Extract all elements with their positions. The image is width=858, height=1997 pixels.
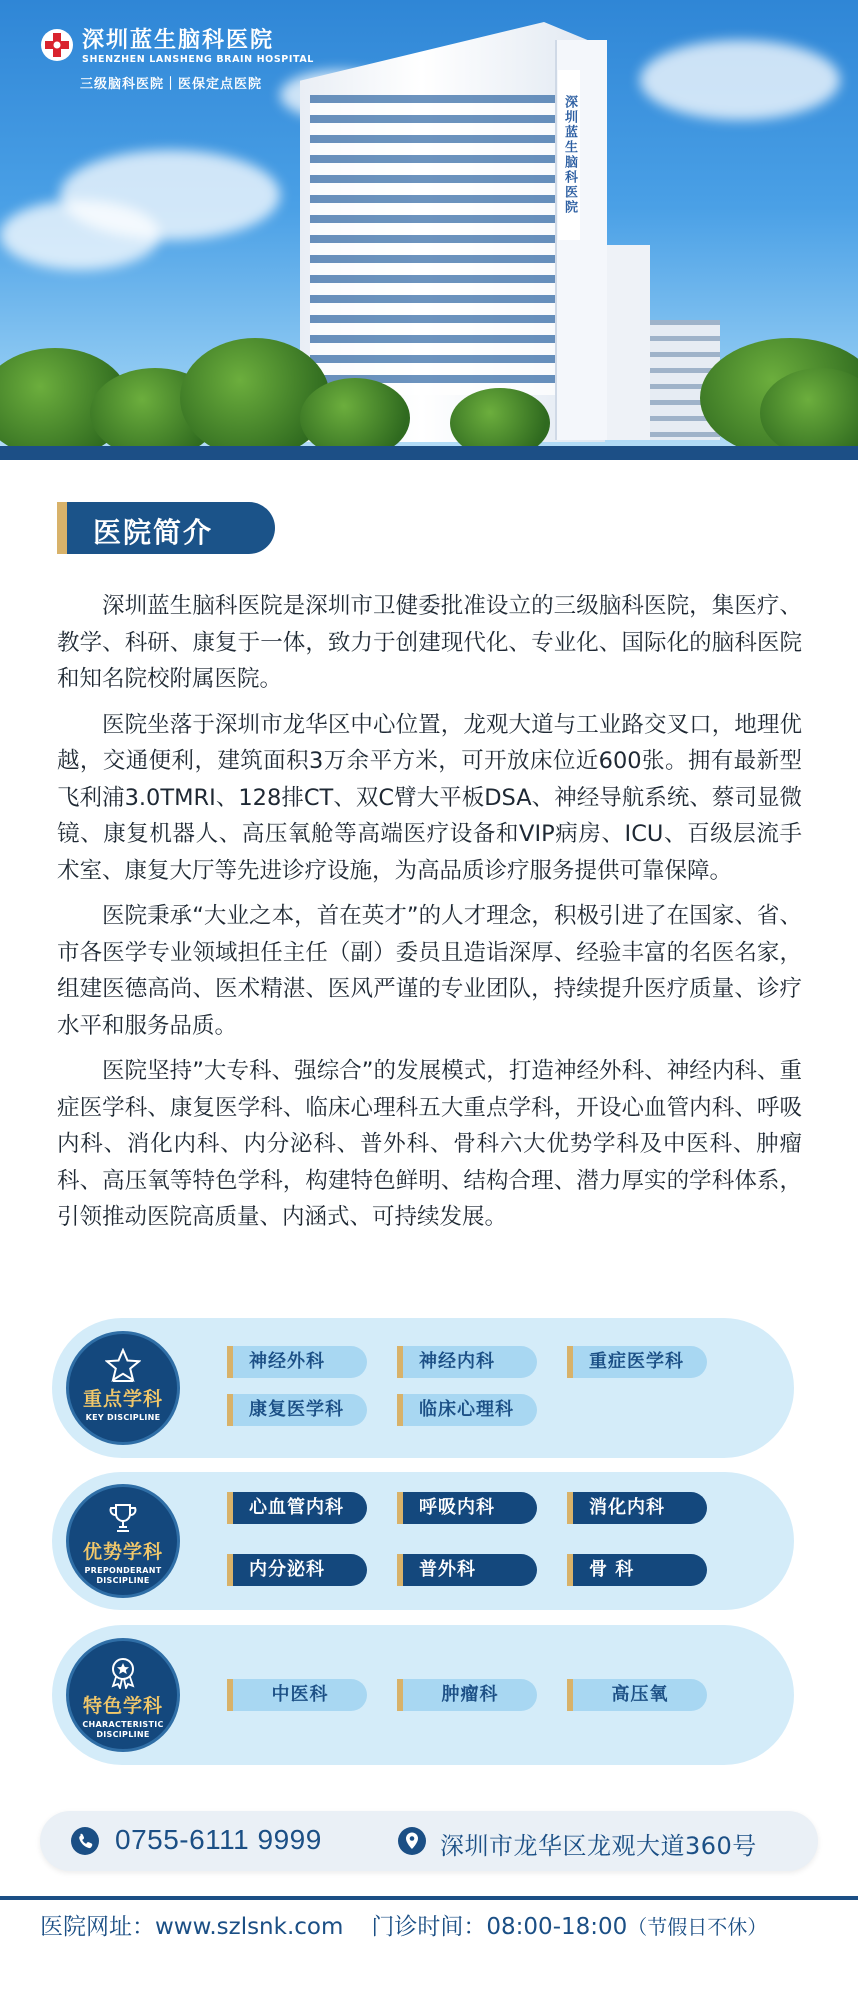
phone-icon bbox=[70, 1826, 100, 1856]
cloud bbox=[640, 40, 840, 120]
location-pin-icon bbox=[397, 1826, 427, 1856]
discipline-tag: 高压氧 bbox=[567, 1679, 707, 1711]
website-label: 医院网址： bbox=[40, 1914, 155, 1940]
discipline-tag: 中医科 bbox=[227, 1679, 367, 1711]
intro-text bbox=[57, 588, 802, 1245]
logo-subtitle: 三级脑科医院｜医保定点医院 bbox=[80, 77, 263, 92]
phone-number[interactable]: 0755-6111 9999 bbox=[115, 1824, 322, 1855]
badge-title-en: PREPONDERANT DISCIPLINE bbox=[84, 1566, 162, 1585]
discipline-tag: 重症医学科 bbox=[567, 1346, 707, 1378]
discipline-tag: 心血管内科 bbox=[227, 1492, 367, 1524]
discipline-tag: 消化内科 bbox=[567, 1492, 707, 1524]
card-characteristic-discipline bbox=[52, 1625, 794, 1765]
hero-bottom-strip bbox=[0, 446, 858, 460]
trophy-icon bbox=[106, 1501, 140, 1535]
badge-title-cn: 特色学科 bbox=[82, 1695, 163, 1717]
address-text: 深圳市龙华区龙观大道360号 bbox=[440, 1832, 757, 1860]
contact-bar bbox=[40, 1811, 818, 1871]
discipline-tag: 骨 科 bbox=[567, 1554, 707, 1586]
hours-label: 门诊时间： bbox=[371, 1914, 487, 1940]
hero-banner bbox=[0, 0, 858, 460]
badge-title-cn: 重点学科 bbox=[82, 1388, 163, 1410]
card-key-discipline bbox=[52, 1318, 794, 1458]
intro-paragraph: 医院坐落于深圳市龙华区中心位置，龙观大道与工业路交叉口，地理优越，交通便利，建筑面积3万余平方米，可开放床位近600张。拥有最新型飞利浦3.0TMRI、128排CT、双C臂大平板DSA、神经导航系统、蔡司显微镜、康复机器人、高压氧舱等高端医疗设备和VIP病房、ICU、百级层流手术室、康复大厅等先进诊疗设施，为高品质诊疗服务提供可靠保障。 bbox=[57, 711, 802, 884]
discipline-tag: 普外科 bbox=[397, 1554, 537, 1586]
discipline-tag: 神经外科 bbox=[227, 1346, 367, 1378]
discipline-tag: 内分泌科 bbox=[227, 1554, 367, 1586]
logo-name-cn: 深圳蓝生脑科医院 bbox=[82, 28, 275, 53]
badge-characteristic-discipline bbox=[66, 1638, 180, 1752]
footer-info bbox=[40, 1908, 840, 1941]
intro-paragraph: 医院坚持”大专科、强综合”的发展模式，打造神经外科、神经内科、重症医学科、康复医学科、临床心理科五大重点学科，开设心血管内科、呼吸内科、消化内科、内分泌科、普外科、骨科六大优势学科及中医科、肿瘤科、高压氧等特色学科，构建特色鲜明、结构合理、潜力厚实的学科体系，引领推动医院高质量、内涵式、可持续发展。 bbox=[57, 1058, 802, 1230]
intro-paragraph: 医院秉承“大业之本，首在英才”的人才理念，积极引进了在国家、省、市各医学专业领域担任主任（副）委员且造诣深厚、经验丰富的名医名家，组建医德高尚、医术精湛、医风严谨的专业团队，持续提升医疗质量、诊疗水平和服务品质。 bbox=[57, 903, 802, 1039]
badge-title-cn: 优势学科 bbox=[82, 1541, 163, 1563]
discipline-tag: 呼吸内科 bbox=[397, 1492, 537, 1524]
footer-divider bbox=[0, 1896, 858, 1900]
badge-title-en: CHARACTERISTIC DISCIPLINE bbox=[82, 1720, 164, 1739]
logo-name-en: SHENZHEN LANSHENG BRAIN HOSPITAL bbox=[82, 54, 314, 65]
cloud bbox=[0, 200, 160, 270]
hours-value: 08:00-18:00 bbox=[486, 1914, 628, 1940]
hours-note: （节假日不休） bbox=[627, 1915, 768, 1939]
discipline-tag: 康复医学科 bbox=[227, 1394, 367, 1426]
trees bbox=[0, 328, 858, 448]
card-preponderant-discipline bbox=[52, 1472, 794, 1610]
discipline-tag: 神经内科 bbox=[397, 1346, 537, 1378]
discipline-tag: 临床心理科 bbox=[397, 1394, 537, 1426]
section-title-intro bbox=[57, 502, 275, 554]
website-link[interactable]: www.szlsnk.com bbox=[155, 1914, 344, 1940]
section-title-text: 医院简介 bbox=[93, 516, 214, 549]
building-sign: 深圳蓝生脑科医院 bbox=[558, 70, 580, 240]
badge-title-en: KEY DISCIPLINE bbox=[85, 1413, 161, 1422]
star-icon bbox=[105, 1348, 141, 1382]
hospital-logo bbox=[40, 28, 314, 66]
badge-key-discipline bbox=[66, 1331, 180, 1445]
medal-icon bbox=[106, 1655, 140, 1689]
intro-paragraph: 深圳蓝生脑科医院是深圳市卫健委批准设立的三级脑科医院，集医疗、教学、科研、康复于一体，致力于创建现代化、专业化、国际化的脑科医院和知名院校附属医院。 bbox=[57, 593, 802, 692]
discipline-tag: 肿瘤科 bbox=[397, 1679, 537, 1711]
cross-logo-icon bbox=[40, 28, 74, 62]
badge-preponderant-discipline bbox=[66, 1484, 180, 1598]
